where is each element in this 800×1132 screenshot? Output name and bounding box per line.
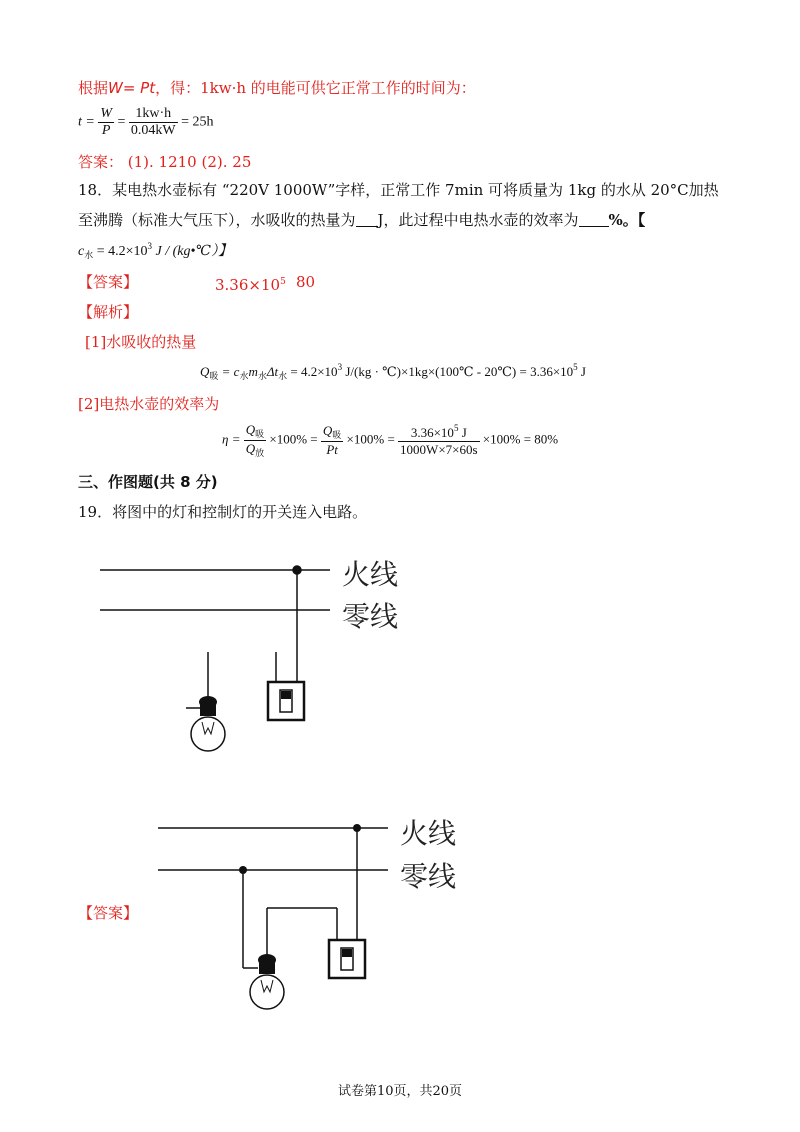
q18-line2-a: 至沸腾（标准大气压下），水吸收的热量为 — [78, 211, 356, 229]
s1-eq: = c — [218, 364, 240, 379]
s1-Q: Q — [200, 364, 210, 379]
time-lhs: t = — [78, 114, 95, 130]
s2-frac1 — [244, 422, 266, 459]
s1-exp2: 5 — [573, 362, 578, 372]
answer-17: 答案： (1). 1210 (2). 25 — [78, 153, 252, 171]
answer-neutral-junction — [239, 866, 247, 874]
s1-Q-sub: 吸 — [209, 371, 219, 381]
s2-f2-den: Pt — [326, 442, 338, 457]
c-value: = 4.2×10 — [93, 244, 148, 259]
question-circuit-diagram — [0, 540, 800, 770]
answer-live-junction — [353, 824, 361, 832]
blank-heat — [356, 211, 378, 227]
q18-step2-equation — [222, 422, 558, 459]
q18-step2-label: [2]电热水壶的效率为 — [78, 395, 220, 413]
section3-title: 三、作图题(共 8 分) — [78, 473, 218, 491]
s2-f3-num: 3.36×10 — [410, 425, 454, 440]
s1-m: m — [248, 364, 258, 379]
q18-line3 — [78, 240, 232, 261]
s1-exp: 3 — [337, 362, 343, 372]
s2-f1-num: Q — [245, 422, 256, 437]
time-frac1 — [98, 106, 114, 139]
q18-line1: 18．某电热水壶标有 “220V 1000W”字样，正常工作 7min 可将质量为 1kg 的水从 20°C加热 — [78, 181, 719, 199]
c-symbol: c — [78, 244, 85, 259]
q18-step1-equation — [200, 362, 586, 382]
s2-f3-num-unit: J — [458, 425, 467, 440]
power-suffix: ，得：1kw·h 的电能可供它正常工作的时间为： — [155, 79, 476, 97]
s2-f1-num-sub: 吸 — [255, 429, 265, 439]
q18-answer-value2: 80 — [296, 273, 316, 291]
s2-pct3: ×100% = 80% — [482, 431, 559, 447]
s1-rest: = 4.2×10 — [287, 364, 338, 379]
switch-icon — [268, 682, 304, 720]
ans-val1-base: 3.36×10 — [215, 276, 281, 294]
q19-answer-label: 【答案】 — [78, 904, 139, 922]
s2-f3-den: 1000W×7×60s — [400, 442, 478, 457]
time-result: = 25h — [181, 114, 214, 130]
answer-neutral-label: 零线 — [400, 860, 457, 893]
q18-line2-c: %。【 — [608, 211, 646, 229]
time-frac1-num: W — [100, 106, 113, 121]
q18-step1-label: [1]水吸收的热量 — [85, 333, 197, 351]
s2-f1-den: Q — [245, 441, 256, 456]
s1-dt-sub: 水 — [278, 371, 288, 381]
neutral-label: 零线 — [342, 600, 399, 633]
time-frac1-den: P — [101, 123, 111, 138]
c-sub: 水 — [84, 250, 94, 260]
c-unit: J / (kg•℃）】 — [152, 244, 233, 259]
q18-answer-value1 — [215, 272, 286, 295]
q18-line2 — [78, 210, 645, 230]
s2-eta: η = — [222, 431, 241, 447]
power-prefix: 根据 — [78, 79, 109, 97]
s2-frac3 — [398, 423, 480, 458]
s2-f1-den-sub: 放 — [255, 448, 265, 458]
s1-dt: Δt — [266, 364, 279, 379]
ans-val1-exp: 5 — [280, 277, 286, 287]
time-frac2-den: 0.04kW — [130, 123, 176, 138]
c-exp: 3 — [147, 241, 153, 251]
live-junction — [293, 566, 301, 574]
s2-f3-num-exp: 5 — [453, 423, 459, 433]
answer-live-label: 火线 — [400, 817, 457, 850]
answer-bulb-icon — [250, 954, 284, 1009]
q18-line2-b: J，此过程中电热水壶的效率为 — [377, 211, 579, 229]
power-formula-line — [78, 78, 476, 98]
s2-pct1: ×100% = — [269, 431, 318, 447]
power-formula: W= Pt — [108, 79, 156, 97]
s2-pct2: ×100% = — [346, 431, 395, 447]
time-eq1: = — [117, 114, 126, 130]
s1-rest2: J/(kg · ℃)×1kg×(100℃ - 20℃) = 3.36×10 — [342, 364, 574, 379]
s1-c-sub: 水 — [239, 371, 249, 381]
q19-text: 19．将图中的灯和控制灯的开关连入电路。 — [78, 503, 368, 521]
s2-frac2 — [321, 423, 343, 458]
time-equation — [78, 106, 214, 139]
bulb-icon — [191, 696, 225, 751]
blank-efficiency — [579, 211, 609, 227]
q18-analysis-label: 【解析】 — [78, 303, 139, 321]
q18-answer-label: 【答案】 — [78, 273, 139, 291]
live-label: 火线 — [342, 558, 399, 591]
time-frac2 — [129, 106, 178, 139]
s1-end: J — [577, 364, 586, 379]
s2-f2-num-sub: 吸 — [332, 430, 342, 440]
s1-m-sub: 水 — [257, 371, 267, 381]
answer-switch-icon — [329, 940, 365, 978]
time-frac2-num: 1kw·h — [129, 106, 178, 123]
page-footer: 试卷第10页，共20页 — [337, 1084, 463, 1099]
s2-f2-num: Q — [322, 423, 333, 438]
